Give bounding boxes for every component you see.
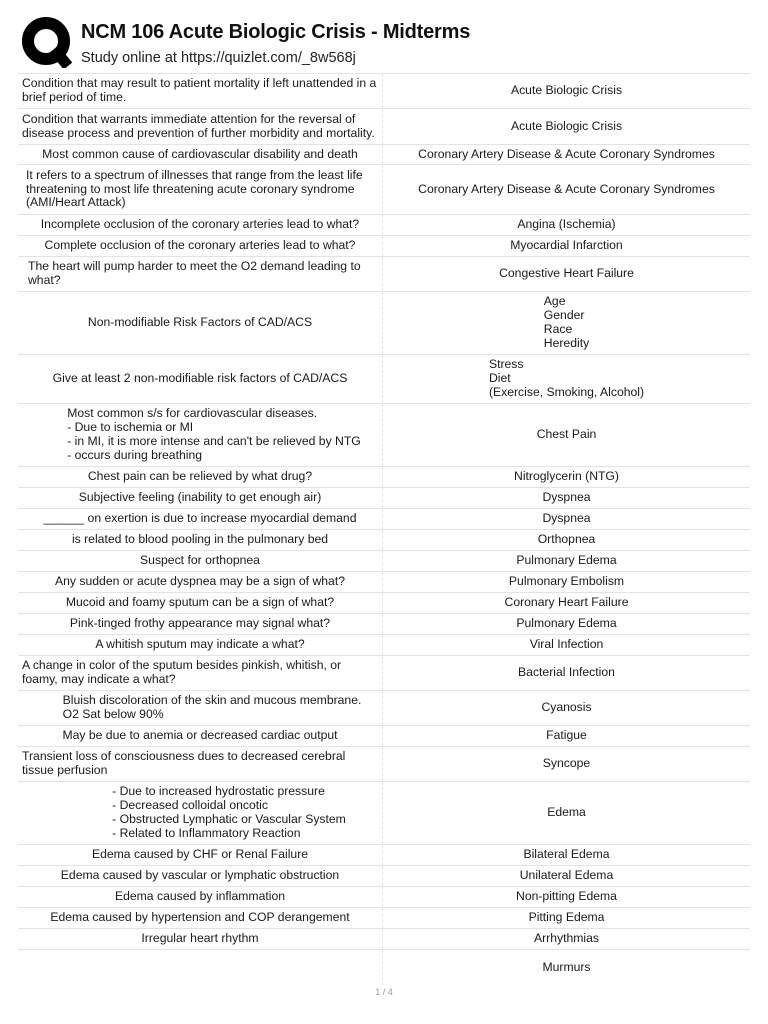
card-term-text: Bluish discoloration of the skin and mucous membrane. O2 Sat below 90% [62, 693, 362, 721]
card-definition [383, 551, 750, 571]
page-title: NCM 106 Acute Biologic Crisis - Midterms [81, 21, 471, 43]
card-term-text: A change in color of the sputum besides pinkish, whitish, or foamy, may indicate a what? [22, 658, 342, 686]
card-definition [383, 530, 750, 550]
card-definition-text: Orthopnea [537, 532, 596, 547]
card-term-text: The heart will pump harder to meet the O2 demand leading to what? [28, 259, 361, 287]
card-term-text: Complete occlusion of the coronary arteries lead to what? [44, 238, 356, 253]
card-term-text: Condition that may result to patient mortality if left unattended in a brief period of time. [22, 76, 377, 104]
card-definition-text: Coronary Heart Failure [504, 595, 629, 610]
card-definition-text: Acute Biologic Crisis [510, 83, 623, 98]
card-definition-text: Myocardial Infarction [510, 238, 623, 253]
card-term [18, 165, 383, 214]
card-definition-text: Syncope [542, 756, 591, 771]
page-number: 1 / 4 [375, 987, 393, 997]
card-definition-text: Pulmonary Embolism [508, 574, 625, 589]
card-term-text: Non-modifiable Risk Factors of CAD/ACS [87, 315, 313, 330]
card-term-text: Pink-tinged frothy appearance may signal what? [69, 616, 331, 631]
card-term-text: It refers to a spectrum of illnesses that range from the least life threatening to most life threatening acute coronary syndrome (AMI/Heart Attack) [26, 167, 363, 210]
card-term [18, 530, 383, 550]
card-term-text: is related to blood pooling in the pulmonary bed [71, 532, 329, 547]
card-definition-text: Cyanosis [541, 700, 592, 715]
card-term-text: Condition that warrants immediate attention for the reversal of disease process and prevention of further morbidity and mortality. [22, 111, 375, 140]
card-term [18, 908, 383, 928]
flashcard-row [18, 529, 750, 550]
card-term-text: Give at least 2 non-modifiable risk factors of CAD/ACS [52, 371, 348, 386]
card-term [18, 929, 383, 949]
page-header [0, 0, 768, 74]
flashcard-row [18, 690, 750, 725]
card-definition-text: Arrhythmias [533, 931, 599, 946]
flashcard-row [18, 592, 750, 613]
card-definition [383, 614, 750, 634]
card-definition [383, 215, 750, 235]
flashcard-row [18, 844, 750, 865]
card-term [18, 614, 383, 634]
flashcard-row [18, 487, 750, 508]
card-definition [383, 726, 750, 746]
card-term [18, 145, 383, 164]
card-term [18, 726, 383, 746]
card-definition-text: Coronary Artery Disease & Acute Coronary Syndromes [418, 181, 715, 196]
card-term-text: May be due to anemia or decreased cardiac output [62, 728, 338, 743]
card-term-text: Mucoid and foamy sputum can be a sign of what? [65, 595, 335, 610]
card-definition-text: Unilateral Edema [519, 868, 614, 883]
card-definition-text: Stress Diet (Exercise, Smoking, Alcohol) [488, 357, 645, 399]
card-definition [383, 165, 750, 214]
card-definition-text: Chest Pain [536, 427, 597, 442]
flashcard-row [18, 354, 750, 403]
card-definition-text: Fatigue [546, 728, 587, 743]
flashcard-row [18, 73, 750, 108]
card-definition-text: Pulmonary Edema [516, 616, 617, 631]
flashcard-list [18, 73, 750, 985]
flashcard-row [18, 291, 750, 354]
card-term [18, 782, 383, 844]
card-term-text: Suspect for orthopnea [140, 553, 260, 568]
card-term [18, 355, 383, 403]
card-term [18, 236, 383, 256]
card-term [18, 866, 383, 886]
card-definition [383, 404, 750, 466]
card-definition [383, 593, 750, 613]
card-definition [383, 509, 750, 529]
card-term [18, 950, 383, 985]
card-term-text: - Due to increased hydrostatic pressure - Decreased colloidal oncotic - Obstructed Lymphatic or Vascular System - Related to Inflammatory Reaction [112, 784, 346, 840]
card-definition-text: Pitting Edema [528, 910, 605, 925]
card-definition [383, 572, 750, 592]
card-term-text: Any sudden or acute dyspnea may be a sign of what? [55, 574, 345, 589]
card-definition-text: Dyspnea [542, 490, 591, 505]
card-term [18, 635, 383, 655]
card-definition-text: Congestive Heart Failure [499, 266, 634, 281]
card-term-text: Transient loss of consciousness dues to decreased cerebral tissue perfusion [22, 749, 346, 777]
card-definition-text: Edema [547, 805, 586, 820]
card-definition [383, 355, 750, 403]
card-term [18, 656, 383, 690]
card-definition-text: Bacterial Infection [518, 665, 615, 680]
card-definition-text: Bilateral Edema [523, 847, 610, 862]
card-term [18, 593, 383, 613]
study-link-subtitle: Study online at https://quizlet.com/_8w568j [81, 50, 356, 66]
flashcard-row [18, 235, 750, 256]
card-definition-text: Pulmonary Edema [516, 553, 617, 568]
flashcard-row [18, 613, 750, 634]
card-term-text: Irregular heart rhythm [141, 931, 259, 946]
card-definition-text: Non-pitting Edema [516, 889, 617, 904]
card-definition-text: Angina (Ischemia) [517, 217, 616, 232]
card-definition [383, 467, 750, 487]
card-term-text: Chest pain can be relieved by what drug? [87, 469, 313, 484]
card-term-text: Edema caused by vascular or lymphatic obstruction [60, 868, 340, 883]
card-definition [383, 145, 750, 164]
card-term-text: Edema caused by CHF or Renal Failure [91, 847, 309, 862]
flashcard-row [18, 746, 750, 781]
quizlet-logo-icon [20, 16, 72, 68]
card-definition [383, 782, 750, 844]
card-term-text: Subjective feeling (inability to get enough air) [78, 490, 322, 505]
card-definition [383, 929, 750, 949]
card-definition [383, 656, 750, 690]
card-term [18, 109, 383, 144]
flashcard-row [18, 256, 750, 291]
card-term-text: Edema caused by hypertension and COP derangement [50, 910, 350, 925]
card-term [18, 509, 383, 529]
card-term [18, 691, 383, 725]
card-term-text: ______ on exertion is due to increase myocardial demand [43, 511, 357, 526]
card-definition-text: Nitroglycerin (NTG) [514, 469, 619, 484]
card-term-text: Edema caused by inflammation [114, 889, 286, 904]
card-definition-text: Murmurs [542, 959, 591, 974]
card-definition [383, 488, 750, 508]
flashcard-row [18, 214, 750, 235]
flashcard-row [18, 466, 750, 487]
card-definition [383, 691, 750, 725]
card-definition [383, 887, 750, 907]
card-definition [383, 845, 750, 865]
card-definition-text: Coronary Artery Disease & Acute Coronary Syndromes [418, 146, 715, 161]
card-definition [383, 74, 750, 108]
card-term [18, 572, 383, 592]
card-definition-text: Viral Infection [529, 637, 604, 652]
card-term-text: Incomplete occlusion of the coronary arteries lead to what? [40, 217, 360, 232]
card-term [18, 215, 383, 235]
flashcard-row [18, 164, 750, 214]
flashcard-row [18, 508, 750, 529]
card-definition [383, 908, 750, 928]
card-term [18, 467, 383, 487]
flashcard-row [18, 907, 750, 928]
flashcard-row [18, 108, 750, 144]
flashcard-row [18, 949, 750, 985]
flashcard-row [18, 865, 750, 886]
card-term [18, 404, 383, 466]
flashcard-row [18, 886, 750, 907]
card-term [18, 747, 383, 781]
card-term [18, 74, 383, 108]
flashcard-row [18, 725, 750, 746]
card-term [18, 845, 383, 865]
card-term [18, 292, 383, 354]
flashcard-row [18, 634, 750, 655]
flashcard-row [18, 550, 750, 571]
card-definition-text: Age Gender Race Heredity [543, 294, 590, 350]
card-term-text: Most common s/s for cardiovascular diseases. - Due to ischemia or MI - in MI, it is more intense and can't be relieved by NTG - occurs during breathing [67, 406, 361, 462]
card-definition [383, 109, 750, 144]
card-term [18, 257, 383, 291]
card-definition-text: Acute Biologic Crisis [510, 118, 623, 133]
card-term-text: Most common cause of cardiovascular disability and death [42, 146, 358, 161]
flashcard-row [18, 403, 750, 466]
card-definition [383, 635, 750, 655]
flashcard-row [18, 781, 750, 844]
card-definition-text: Dyspnea [542, 511, 591, 526]
card-definition [383, 747, 750, 781]
flashcard-row [18, 144, 750, 164]
card-definition [383, 257, 750, 291]
card-term [18, 887, 383, 907]
card-definition [383, 950, 750, 985]
flashcard-row [18, 928, 750, 949]
card-definition [383, 292, 750, 354]
flashcard-row [18, 571, 750, 592]
flashcard-row [18, 655, 750, 690]
card-term [18, 551, 383, 571]
card-definition [383, 866, 750, 886]
card-term [18, 488, 383, 508]
card-definition [383, 236, 750, 256]
card-term-text: A whitish sputum may indicate a what? [95, 637, 305, 652]
